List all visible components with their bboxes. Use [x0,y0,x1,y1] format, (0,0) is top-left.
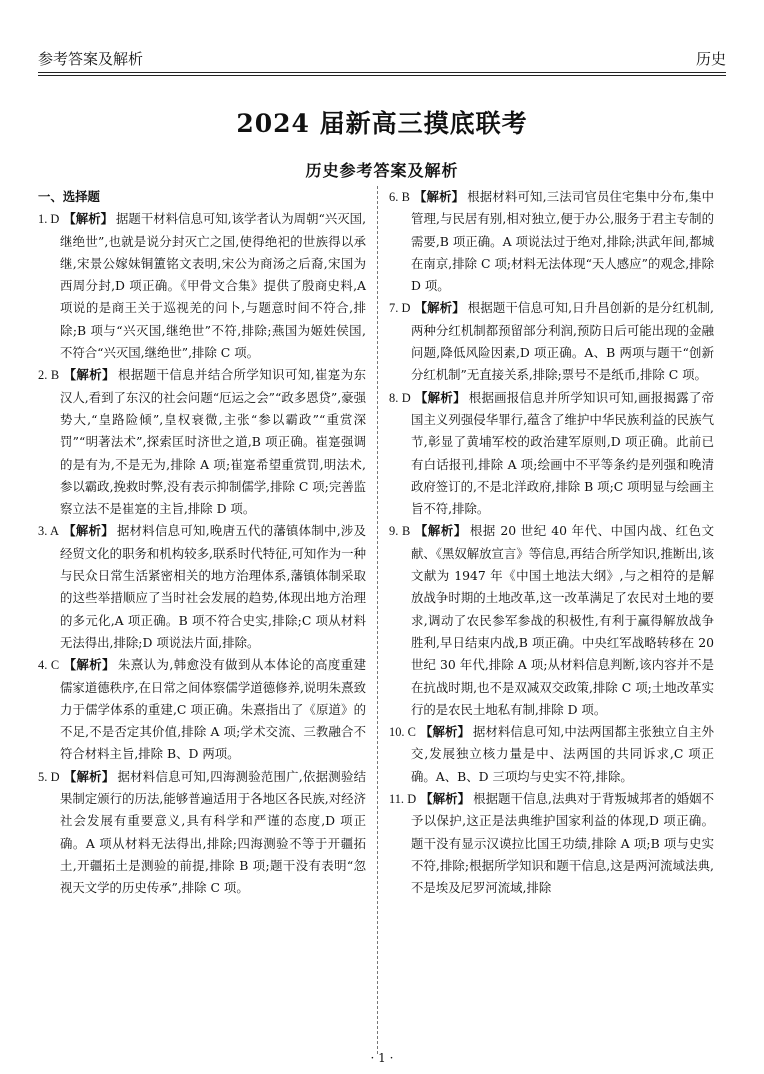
document-subtitle: 历史参考答案及解析 [305,161,459,180]
answer-text: 根据材料可知,三法司官员住宅集中分布,集中管理,与民居有别,相对独立,便于办公,服务于君主专制的需要,B 项正确。A 项说法过于绝对,排除;洪武年间,都城在南京,排除 C 项;材料无法体现“天人感应”的观念,排除 D 项。 [411,189,714,294]
answer-text: 据材料信息可知,中法两国都主张独立自主外交,发展独立核力量是中、法两国的共同诉求,C 项正确。A、B、D 三项均与史实不符,排除。 [411,724,715,784]
left-column [38,186,366,900]
analysis-tag: 【解析】 [413,189,465,204]
answer-text: 根据题干信息可知,日升昌创新的是分红机制,两种分红机制都预留部分利润,预防日后可能出现的金融问题,降低风险因素,D 项正确。A、B 两项与题干“创新分红机制”无直接关系,排除;票号不是纸币,排除 C 项。 [411,300,714,383]
answer-text: 据材料信息可知,四海测验范围广,依据测验结果制定颁行的历法,能够普遍适用于各地区各民族,对经济社会发展有重要意义,具有科学和严谨的态度,D 项正确。A 项从材料无法得出,排除;四海测验不等于开疆拓土,开疆拓土是测验的前提,排除 B 项;题干没有表明“忽视天文学的历史传承”,排除 C 项。 [60,768,366,896]
right-column [389,186,714,900]
answer-item-4 [38,654,366,765]
document-title: 2024 届新高三摸底联考 [236,109,528,138]
answer-item-5 [38,766,366,900]
answer-number: 3. A [38,524,59,539]
answer-text: 据材料信息可知,晚唐五代的藩镇体制中,涉及经贸文化的职务和机构较多,联系时代特征,可知作为一种与民众日常生活紧密相关的地方治理体系,藩镇体制采取的这些举措顺应了当时社会发展的趋势,体现出地方治理的多元化,A 项正确。B 项不符合史实,排除;C 项从材料无法得出,排除;D 项说法片面,排除。 [60,523,366,650]
answer-number: 10. C [389,725,416,740]
column-divider [377,186,378,1054]
header-left-title: 参考答案及解析 [38,50,144,68]
answer-text: 朱熹认为,韩愈没有做到从本体论的高度重建儒家道德秩序,在日常之间体察儒学道德修养,说明朱熹致力于儒学体系的重建,C 项正确。朱熹指出了《原道》的不足,不是否定其价值,排除 A 项;学术交流、三教融合不符合材料主旨,排除 B、D 两项。 [60,657,366,762]
analysis-tag: 【解析】 [419,724,470,740]
analysis-tag: 【解析】 [420,791,471,807]
answer-text: 根据题干信息,法典对于背叛城邦者的婚姻不予以保护,这正是法典维护国家利益的体现,D 项正确。题干没有显示汉谟拉比国王功绩,排除 A 项;B 项与史实不符,排除;根据所学知识和题干信息,这是两河流域法典,不是埃及尼罗河流域,排除 [411,791,714,896]
answer-item-2 [38,364,366,520]
answer-number: 6. B [389,190,410,204]
header-subject: 历史 [695,50,726,68]
answer-item-3 [38,520,366,654]
analysis-tag: 【解析】 [414,523,467,539]
analysis-tag: 【解析】 [63,367,115,383]
header-rule-thick [38,72,726,73]
header-rule-thin [38,75,726,76]
analysis-tag: 【解析】 [414,300,465,316]
analysis-tag: 【解析】 [414,389,466,405]
answer-text: 根据题干信息并结合所学知识可知,崔寔为东汉人,看到了东汉的社会问题“厄运之会”“政多恩贷”,豪强势大,“皇路险倾”,皇权衰微,主张“参以霸政”“重赏深罚”“明著法术”,探索匡时济世之道,B 项正确。崔寔强调的是有为,不是无为,排除 A 项;崔寔希望重赏罚,明法术,参以霸政,挽救时弊,没有表示抑制儒学,排除 C 项;完善监察立法不是崔寔的主旨,排除 D 项。 [60,367,366,517]
answer-number: 2. B [38,368,60,383]
answer-text: 根据画报信息并所学知识可知,画报揭露了帝国主义列强侵华罪行,蕴含了维护中华民族利益的民族气节,彰显了黄埔军校的政治建军原则,D 项正确。此前已有白话报刊,排除 A 项;绘画中不平等条约是列强和晚清政府签订的,不是北洋政府,排除 B 项;C 项明显与绘画主旨不符,排除。 [411,389,714,517]
analysis-tag: 【解析】 [62,523,114,539]
answer-item-7 [389,297,714,386]
page-number: · 1 · [370,1051,394,1065]
section-heading: 一、选择题 [38,189,100,204]
answer-item-9 [389,520,714,721]
answer-item-1 [38,208,366,364]
answer-number: 8. D [389,390,411,405]
analysis-tag: 【解析】 [63,211,114,227]
answer-number: 4. C [38,658,60,673]
analysis-tag: 【解析】 [63,657,115,673]
running-header [38,44,726,70]
answer-number: 5. D [38,769,60,784]
answer-number: 9. B [389,524,411,539]
answer-item-10 [389,721,714,788]
answer-item-6 [389,186,714,297]
answer-number: 7. D [389,301,411,316]
answer-number: 1. D [38,212,60,227]
answer-number: 11. D [389,792,417,807]
analysis-tag: 【解析】 [63,768,115,784]
answer-item-8 [389,387,714,521]
answer-text: 据题干材料信息可知,该学者认为周朝“兴灭国,继绝世”,也就是说分封灭亡之国,使得绝祀的世族得以承继,宋景公嫁妹铜簠铭文表明,宋公为商汤之后裔,宋国为西周分封,D 项正确。《甲骨文合集》提供了殷商史料,A 项说的是商王关于巡视羌的问卜,与题意时间不符合,排除;B 项与“兴灭国,继绝世”不符,排除;燕国为姬姓侯国,不符合“兴灭国,继绝世”,排除 C 项。 [60,211,367,361]
answer-text: 根据 20 世纪 40 年代、中国内战、红色文献、《黑奴解放宣言》等信息,再结合所学知识,推断出,该文献为 1947 年《中国土地法大纲》,与之相符的是解放战争时期的土地改革,这一改革满足了农民对土地的要求,调动了农民参军参战的积极性,有利于赢得解放战争胜利,早日结束内战,B 项正确。中央红军战略转移在 20 世纪 30 年代,排除 A 项;从材料信息判断,该内容并不是在抗战时期,也不是双减双交政策,排除 C 项;土地改革实行的是农民土地私有制,排除 D 项。 [411,523,714,717]
answer-item-11 [389,788,714,899]
